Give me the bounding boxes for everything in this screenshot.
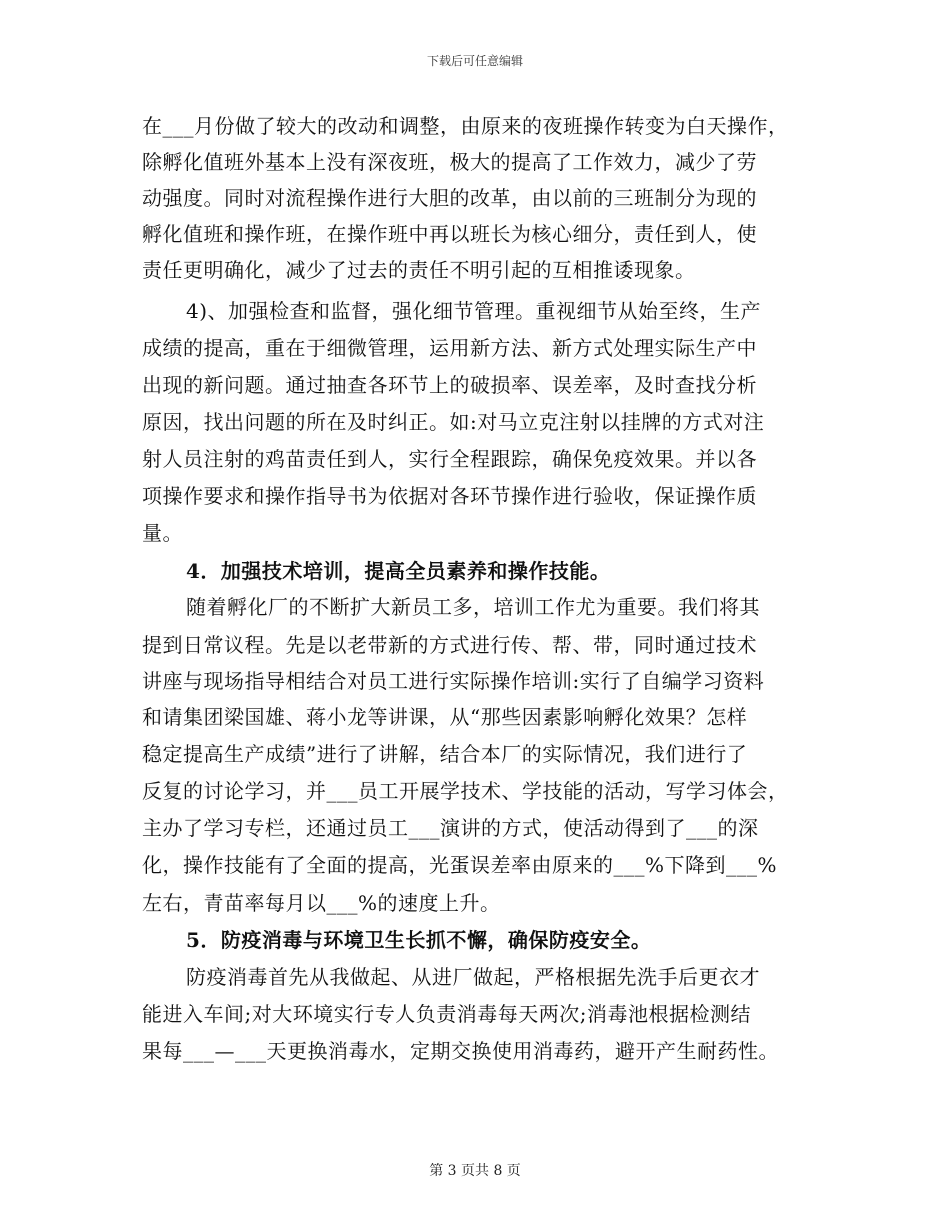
body-line: 和请集团梁国雄、蒋小龙等讲课，从“那些因素影响孵化效果？怎样 [142,705,748,729]
body-line: 原因，找出问题的所在及时纠正。如:对马立克注射以挂牌的方式对注 [142,410,765,434]
body-line: 提到日常议程。先是以老带新的方式进行传、帮、带，同时通过技术 [142,633,757,657]
body-line: 能进入车间;对大环境实行专人负责消毒每天两次;消毒池根据检测结 [142,1002,751,1026]
body-line: 孵化值班和操作班，在操作班中再以班长为核心细分，责任到人，使 [142,222,757,246]
body-line: 动强度。同时对流程操作进行大胆的改革，由以前的三班制分为现的 [142,186,757,210]
body-line: 责任更明确化，减少了过去的责任不明引起的互相推诿现象。 [142,258,696,282]
body-line: 讲座与现场指导相结合对员工进行实际操作培训:实行了自编学习资料 [142,669,765,693]
body-line: 在___月份做了较大的改动和调整，由原来的夜班操作转变为白天操作， [142,114,789,138]
body-line: 4)、加强检查和监督，强化细节管理。重视细节从始至终，生产 [186,299,762,323]
body-line: 项操作要求和操作指导书为依据对各环节操作进行验收，保证操作质 [142,484,757,508]
body-line: 主办了学习专栏，还通过员工___演讲的方式，使活动得到了___的深 [142,816,759,840]
page-footer: 第 3 页共 8 页 [429,1163,521,1179]
body-line: 成绩的提高，重在于细微管理，运用新方法、新方式处理实际生产中 [142,336,757,360]
body-line: 防疫消毒首先从我做起、从进厂做起，严格根据先洗手后更衣才 [186,965,760,989]
body-line: 除孵化值班外基本上没有深夜班，极大的提高了工作效力，减少了劳 [142,150,757,174]
body-line: 左右，青苗率每月以___%的速度上升。 [142,891,501,915]
body-line: 射人员注射的鸡苗责任到人，实行全程跟踪，确保免疫效果。并以各 [142,447,757,471]
body-line: 量。 [142,521,183,545]
body-line: 稳定提高生产成绩”进行了讲解，结合本厂的实际情况，我们进行了 [142,742,748,766]
body-line: 反复的讨论学习，并___员工开展学技术、学技能的活动，写学习体会， [142,779,789,803]
section-heading: 5．防疫消毒与环境卫生长抓不懈，确保防疫安全。 [186,928,652,952]
body-line: 随着孵化厂的不断扩大新员工多，培训工作尤为重要。我们将其 [186,595,760,619]
body-line: 果每___—___天更换消毒水，定期交换使用消毒药，避开产生耐药性。 [142,1039,779,1063]
body-line: 化，操作技能有了全面的提高，光蛋误差率由原来的___%下降到___% [142,853,778,877]
section-heading: 4．加强技术培训，提高全员素养和操作技能。 [186,559,611,583]
page-header: 下载后可任意编辑 [426,54,523,68]
body-line: 出现的新问题。通过抽查各环节上的破损率、误差率，及时查找分析 [142,373,757,397]
